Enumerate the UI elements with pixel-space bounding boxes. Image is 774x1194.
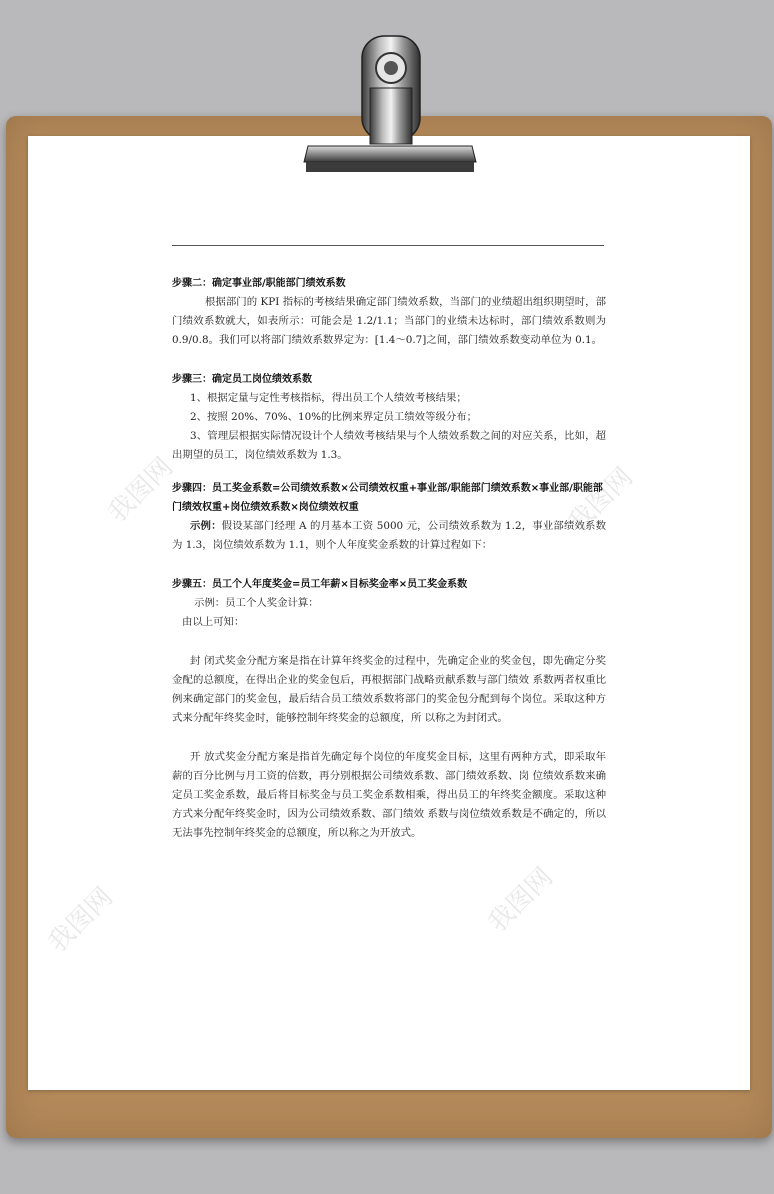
watermark: 我图网 <box>102 452 179 529</box>
step4-section <box>172 479 606 555</box>
example-text: 假设某部门经理 A 的月基本工资 5000 元，公司绩效系数为 1.2，事业部绩效系数为 1.3，岗位绩效系数为 1.1，则个人年度奖金系数的计算过程如下： <box>172 520 606 551</box>
step4-example <box>172 517 606 555</box>
step3-item: 1、根据定量与定性考核指标，得出员工个人绩效考核结果； <box>190 392 467 404</box>
step3-section <box>172 370 606 465</box>
step5-section <box>172 575 606 632</box>
step2-heading: 步骤二：确定事业部/职能部门绩效系数 <box>172 278 346 289</box>
watermark: 我图网 <box>482 862 559 939</box>
step5-heading: 步骤五：员工个人年度奖金=员工年薪×目标奖金率×员工奖金系数 <box>172 579 468 590</box>
header-rule <box>172 245 604 246</box>
step3-heading: 步骤三：确定员工岗位绩效系数 <box>172 374 312 385</box>
open-scheme-paragraph: 开 放式奖金分配方案是指首先确定每个岗位的年度奖金目标，这里有两种方式，即采取年薪的百分比例与月工资的倍数，再分别根据公司绩效系数、部门绩效系数、岗 位绩效系数来确定员工奖金系数，最后将目标奖金与员工奖金系数相乘，得出员工的年终奖金额度。采取这种方式来分配年终奖金时，因为公司绩效系数、部门绩效 系数与岗位绩效系数是不确定的，所以无法事先控制年终奖金的总额度，所以称之为开放式。 <box>172 751 606 839</box>
step3-item: 3、管理层根据实际情况设计个人绩效考核结果与个人绩效系数之间的对应关系，比如，超出期望的员工，岗位绩效系数为 1.3。 <box>172 430 606 461</box>
closed-scheme-paragraph: 封 闭式奖金分配方案是指在计算年终奖金的过程中，先确定企业的奖金包，即先确定分奖金配的总额度，在得出企业的奖金包后，再根据部门战略贡献系数与部门绩效 系数两者权重比例来确定部门的奖金包，最后结合员工绩效系数将部门的奖金包分配到每个岗位。采取这种方式来分配年终奖金时，能够控制年终奖金的总额度，所 以称之为封闭式。 <box>172 655 606 724</box>
step2-body: 根据部门的 KPI 指标的考核结果确定部门绩效系数，当部门的业绩超出组织期望时，部门绩效系数就大，如表所示：可能会是 1.2/1.1；当部门的业绩未达标时，部门绩效系数则为 0.9/0.8。我们可以将部门绩效系数界定为：[1.4～0.7]之间，部门绩效系数变动单位为 0.1。 <box>172 296 606 346</box>
example-label: 示例： <box>190 520 222 532</box>
step5-example: 示例：员工个人奖金计算： <box>194 597 319 609</box>
step5-conclusion: 由以上可知： <box>182 616 245 628</box>
document-body <box>172 274 606 843</box>
watermark: 我图网 <box>562 462 639 539</box>
binder-clip-icon <box>300 28 480 178</box>
step4-heading: 步骤四：员工奖金系数=公司绩效系数×公司绩效权重+事业部/职能部门绩效系数×事业部/职能部门绩效权重+岗位绩效系数×岗位绩效权重 <box>172 483 603 513</box>
step2-section <box>172 274 606 350</box>
watermark: 我图网 <box>42 882 119 959</box>
step3-item: 2、按照 20%、70%、10%的比例来界定员工绩效等级分布； <box>190 411 478 423</box>
